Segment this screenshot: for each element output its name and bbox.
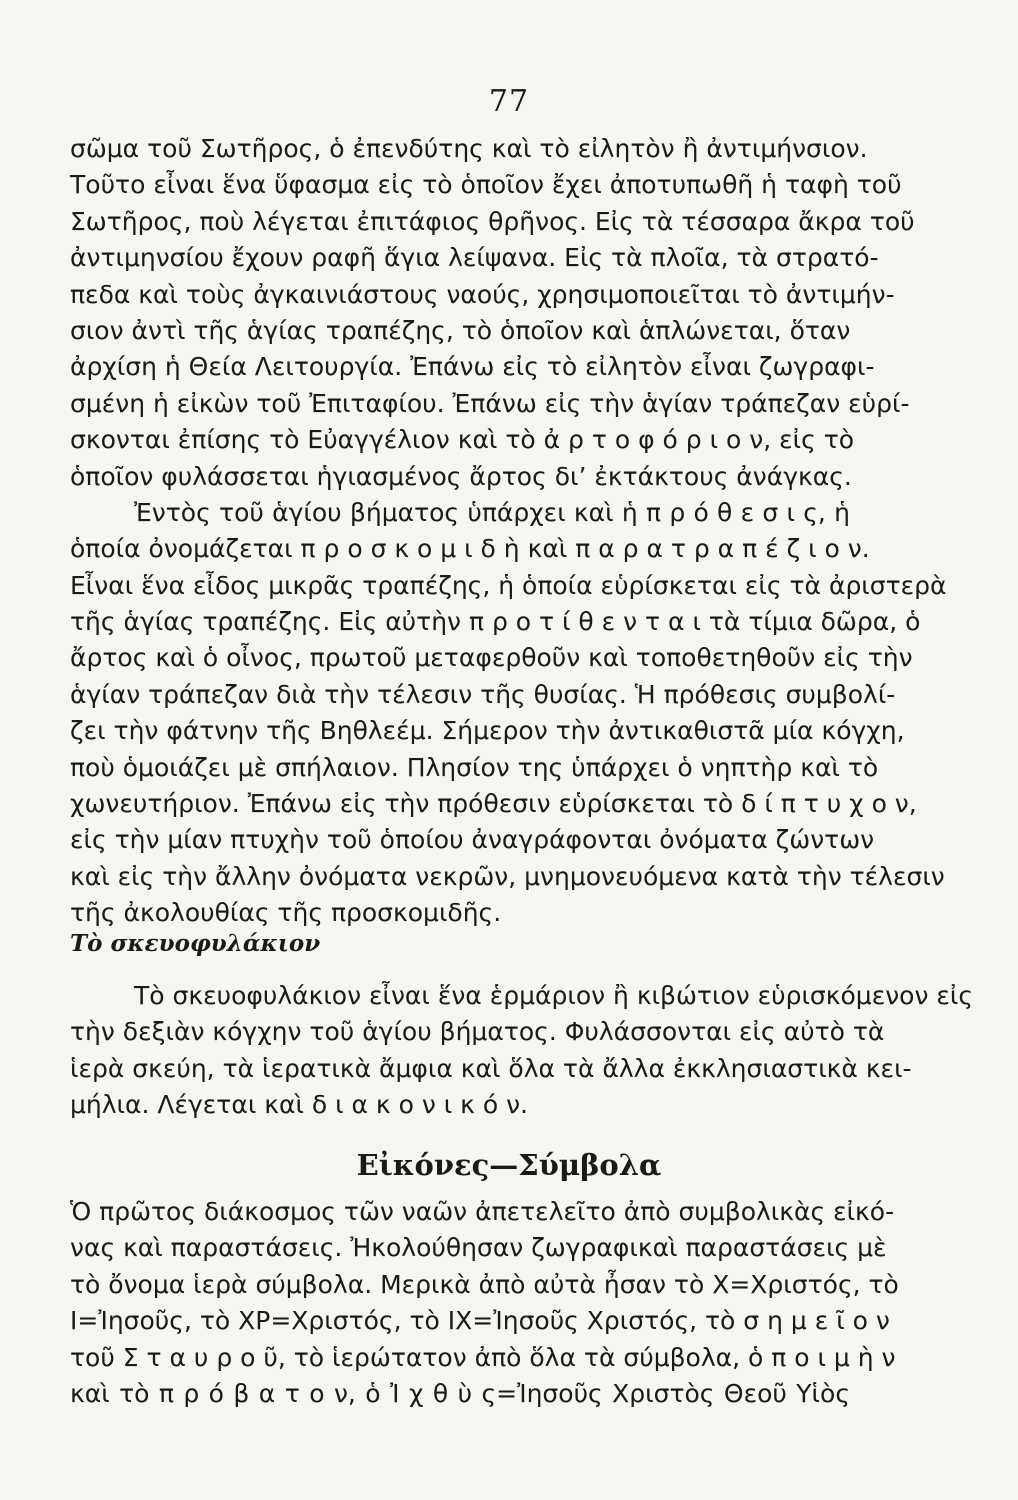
main-text	[70, 131, 947, 932]
text-line: ἱερὰ σκεύη, τὰ ἱερατικὰ ἄμφια καὶ ὅλα τὰ ἄλλα ἐκκλησιαστικὰ κει-	[70, 1053, 912, 1083]
page-number: 77	[488, 84, 530, 119]
section-title: Εἰκόνες—Σύμβολα	[356, 1148, 662, 1182]
text-line: ποὺ ὁμοιάζει μὲ σπήλαιον. Πλησίον της ὑπάρχει ὁ νηπτὴρ καὶ τὸ	[70, 752, 879, 782]
subsection-heading: Τὸ σκευοφυλάκιον	[70, 930, 321, 957]
text-line: Ὁ πρῶτος διάκοσμος τῶν ναῶν ἀπετελεῖτο ἀπὸ συμβολικὰς εἰκό-	[70, 1197, 895, 1226]
text-line: ἄρτος καὶ ὁ οἶνος, πρωτοῦ μεταφερθοῦν καὶ τοποθετηθοῦν εἰς τὴν	[70, 643, 913, 673]
text-line: σιον ἀντὶ τῆς ἁγίας τραπέζης, τὸ ὁποῖον καὶ ἁπλώνεται, ὅταν	[70, 315, 851, 345]
text-line: τὸ ὄνομα ἱερὰ σύμβολα. Μερικὰ ἀπὸ αὐτὰ ἦσαν τὸ Χ=Χριστός, τὸ	[70, 1269, 899, 1299]
text-line: νας καὶ παραστάσεις. Ἠκολούθησαν ζωγραφικαὶ παραστάσεις μὲ	[70, 1233, 887, 1263]
text-line: Ἐντὸς τοῦ ἁγίου βήματος ὑπάρχει καὶ ἡ π ρ ό θ ε σ ι ς, ἡ	[134, 497, 850, 527]
text-line: Σωτῆρος, ποὺ λέγεται ἐπιτάφιος θρῆνος. Εἰς τὰ τέσσαρα ἄκρα τοῦ	[70, 206, 915, 236]
text-line: ἁγίαν τράπεζαν διὰ τὴν τέλεσιν τῆς θυσίας. Ἡ πρόθεσις συμβολί-	[70, 679, 896, 709]
text-line: τὴν δεξιὰν κόγχην τοῦ ἁγίου βήματος. Φυλάσσονται εἰς αὐτὸ τὰ	[70, 1017, 885, 1047]
subsection-text	[70, 978, 974, 1124]
text-line: Εἶναι ἕνα εἶδος μικρᾶς τραπέζης, ἡ ὁποία εὑρίσκεται εἰς τὰ ἀριστερὰ	[70, 570, 947, 600]
text-line: τῆς ἀκολουθίας τῆς προσκομιδῆς.	[70, 898, 502, 928]
text-line: ἀντιμηνσίου ἔχουν ραφῆ ἅγια λείψανα. Εἰς τὰ πλοῖα, τὰ στρατό-	[70, 243, 879, 273]
text-line: σκονται ἐπίσης τὸ Εὐαγγέλιον καὶ τὸ ἀ ρ τ ο φ ό ρ ι ο ν, εἰς τὸ	[70, 425, 855, 455]
section-text	[70, 1194, 899, 1412]
text-line: μήλια. Λέγεται καὶ δ ι α κ ο ν ι κ ό ν.	[70, 1090, 529, 1120]
text-line: ὁποῖον φυλάσσεται ἡγιασμένος ἄρτος δι’ ἐκτάκτους ἀνάγκας.	[70, 461, 852, 491]
text-line: χωνευτήριον. Ἐπάνω εἰς τὴν πρόθεσιν εὑρίσκεται τὸ δ ί π τ υ χ ο ν,	[70, 789, 917, 819]
text-line: σμένη ἡ εἰκὼν τοῦ Ἐπιταφίου. Ἐπάνω εἰς τὴν ἁγίαν τράπεζαν εὑρί-	[70, 388, 910, 418]
text-line: τοῦ Σ τ α υ ρ ο ῦ, τὸ ἱερώτατον ἀπὸ ὅλα τὰ σύμβολα, ὁ π ο ι μ ὴ ν	[70, 1342, 896, 1372]
text-line: Ι=Ἰησοῦς, τὸ ΧΡ=Χριστός, τὸ ΙΧ=Ἰησοῦς Χριστός, τὸ σ η μ ε ῖ ο ν	[70, 1306, 890, 1336]
text-line: ἀρχίση ἡ Θεία Λειτουργία. Ἐπάνω εἰς τὸ εἰλητὸν εἶναι ζωγραφι-	[70, 352, 875, 382]
text-line: ζει τὴν φάτνην τῆς Βηθλεέμ. Σήμερον τὴν ἀντικαθιστᾶ μία κόγχη,	[70, 716, 905, 746]
text-line: τῆς ἁγίας τραπέζης. Εἰς αὐτὴν π ρ ο τ ί θ ε ν τ α ι τὰ τίμια δῶρα, ὁ	[70, 607, 921, 637]
text-line: καὶ τὸ π ρ ό β α τ ο ν, ὁ Ἰ χ θ ὺ ς=Ἰησοῦς Χριστὸς Θεοῦ Υἱὸς	[70, 1378, 850, 1408]
text-line: πεδα καὶ τοὺς ἀγκαινιάστους ναούς, χρησιμοποιεῖται τὸ ἀντιμήν-	[70, 279, 895, 309]
text-line: σῶμα τοῦ Σωτῆρος, ὁ ἐπενδύτης καὶ τὸ εἰλητὸν ἢ ἀντιμήνσιον.	[70, 134, 868, 163]
text-line: καὶ εἰς τὴν ἄλλην ὀνόματα νεκρῶν, μνημονευόμενα κατὰ τὴν τέλεσιν	[70, 861, 945, 891]
text-line: εἰς τὴν μίαν πτυχὴν τοῦ ὁποίου ἀναγράφονται ὀνόματα ζώντων	[70, 825, 875, 855]
text-line: ὁποία ὀνομάζεται π ρ ο σ κ ο μ ι δ ὴ καὶ π α ρ α τ ρ α π έ ζ ι ο ν.	[70, 534, 870, 564]
text-line: Τὸ σκευοφυλάκιον εἶναι ἕνα ἑρμάριον ἢ κιβώτιον εὑρισκόμενον εἰς	[134, 981, 974, 1010]
text-line: Τοῦτο εἶναι ἕνα ὕφασμα εἰς τὸ ὁποῖον ἔχει ἀποτυπωθῆ ἡ ταφὴ τοῦ	[70, 170, 902, 200]
